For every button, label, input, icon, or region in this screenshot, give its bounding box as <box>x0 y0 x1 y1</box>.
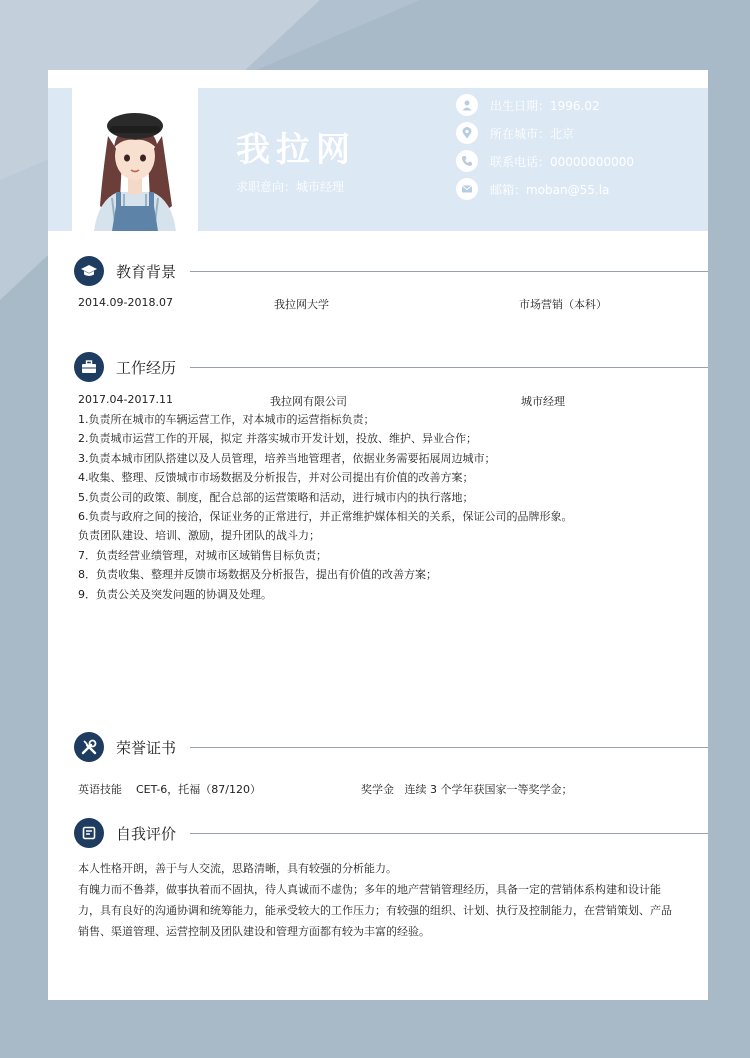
section-honors <box>74 732 664 762</box>
job-intent: 求职意向：城市经理 <box>236 180 345 194</box>
honor-skill-value: CET-6，托福（87/120） <box>136 783 262 796</box>
tools-icon <box>74 732 104 762</box>
section-title: 教育背景 <box>116 263 177 281</box>
profile-photo <box>72 88 198 231</box>
phone-icon <box>456 150 478 172</box>
work-period: 2017.04-2017.11 <box>78 393 173 406</box>
contact-city <box>456 122 706 144</box>
section-self-eval <box>74 818 664 848</box>
contact-text: 出生日期：1996.02 <box>490 99 600 113</box>
contact-birthdate <box>456 94 706 116</box>
contact-text: 邮箱：moban@55.la <box>490 183 610 197</box>
self-eval-line: 本人性格开朗，善于与人交流，思路清晰，具有较强的分析能力。 <box>78 862 397 875</box>
section-work <box>74 352 664 382</box>
duty-item: 3.负责本城市团队搭建以及人员管理，培养当地管理者，依据业务需要拓展周边城市； <box>78 451 496 465</box>
honor-skill-label: 英语技能 <box>78 783 122 796</box>
duty-item: 7．负责经营业绩管理，对城市区域销售目标负责； <box>78 548 327 562</box>
briefcase-icon <box>74 352 104 382</box>
self-eval-text <box>78 858 678 942</box>
contact-email <box>456 178 706 200</box>
section-education <box>74 256 664 286</box>
section-divider <box>190 833 708 834</box>
section-title: 荣誉证书 <box>116 739 177 757</box>
contact-text: 所在城市：北京 <box>490 127 575 141</box>
graduation-cap-icon <box>74 256 104 286</box>
duty-item: 8．负责收集、整理并反馈市场数据及分析报告，提出有价值的改善方案； <box>78 568 437 582</box>
duty-item: 1.负责所在城市的车辆运营工作，对本城市的运营指标负责； <box>78 413 375 426</box>
note-icon <box>74 818 104 848</box>
education-school: 我拉网大学 <box>274 298 329 311</box>
location-icon <box>456 122 478 144</box>
duty-item: 9．负责公关及突发问题的协调及处理。 <box>78 587 272 601</box>
duty-item: 4.收集、整理、反馈城市市场数据及分析报告，并对公司提出有价值的改善方案； <box>78 471 474 485</box>
honor-award <box>361 781 573 797</box>
duty-item: 5.负责公司的政策、制度，配合总部的运营策略和活动，进行城市内的执行落地； <box>78 490 474 504</box>
contact-text: 联系电话：00000000000 <box>490 155 634 169</box>
person-icon <box>456 94 478 116</box>
profile-header <box>48 88 708 231</box>
resume-page <box>48 70 708 1000</box>
section-divider <box>190 367 708 368</box>
work-company: 我拉网有限公司 <box>270 395 347 408</box>
work-position: 城市经理 <box>521 395 565 408</box>
self-eval-line: 有魄力而不鲁莽，做事执着而不固执，待人真诚而不虚伪；多年的地产营销管理经历，具备一定的营销体系构建和设计能力，具有良好的沟通协调和统筹能力，能承受较大的工作压力；有较强的组织、计划、执行及控制能力，在营销策划、产品销售、渠道管理、运营控制及团队建设和管理方面都有较为丰富的经验。 <box>78 883 672 938</box>
contact-phone <box>456 150 706 172</box>
honor-award-label: 奖学金 <box>361 783 394 796</box>
section-divider <box>190 747 708 748</box>
candidate-name: 我拉网 <box>236 130 356 170</box>
section-title: 工作经历 <box>116 359 177 377</box>
honor-award-value: 连续 3 个学年获国家一等奖学金； <box>404 783 573 796</box>
duty-item: 负责团队建设、培训、激励，提升团队的战斗力； <box>78 529 320 543</box>
duty-item: 2.负责城市运营工作的开展，拟定 并落实城市开发计划，投放、维护、异业合作； <box>78 432 477 446</box>
section-divider <box>190 271 708 272</box>
honor-skill <box>78 781 261 797</box>
education-period: 2014.09-2018.07 <box>78 296 173 309</box>
education-major: 市场营销（本科） <box>519 298 607 311</box>
section-title: 自我评价 <box>116 825 177 843</box>
mail-icon <box>456 178 478 200</box>
work-duties <box>78 410 573 604</box>
avatar <box>72 88 198 231</box>
duty-item: 6.负责与政府之间的接洽，保证业务的正常进行，并正常维护媒体相关的关系，保证公司的品牌形象。 <box>78 510 573 524</box>
